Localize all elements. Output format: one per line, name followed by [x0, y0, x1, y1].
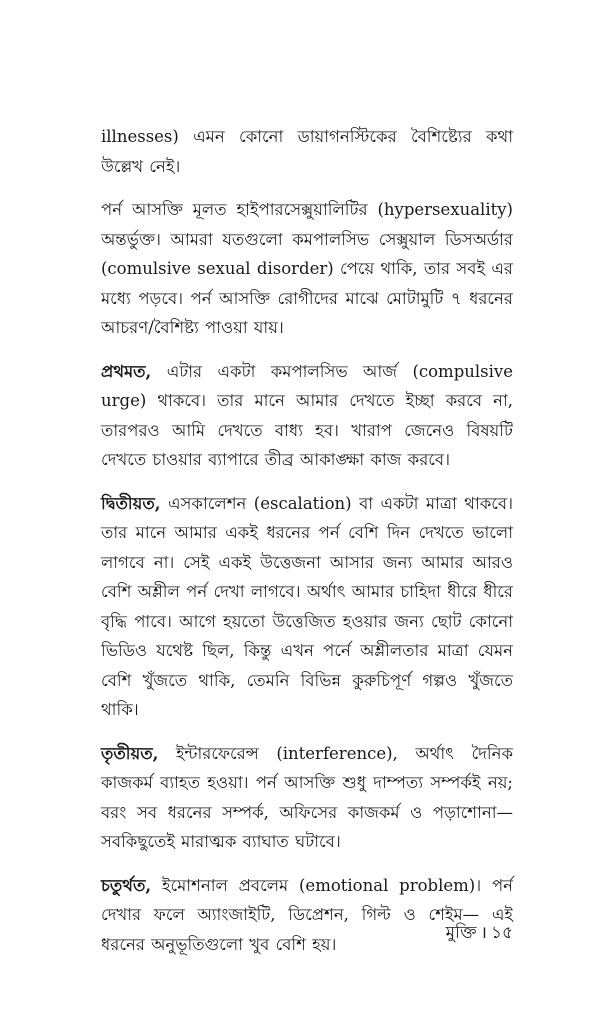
paragraph-lead: তৃতীয়ত,	[101, 743, 159, 763]
paragraph-text: illnesses) এমন কোনো ডায়াগনস্টিকের বৈশিষ্ট্যের কথা উল্লেখ নেই।	[101, 127, 513, 176]
book-title: মুক্তি	[445, 923, 477, 943]
paragraph-6	[101, 871, 513, 960]
page-body	[101, 122, 513, 973]
paragraph-text: ইমোশনাল প্রবলেম (emotional problem)। পর্ন দেখার ফলে অ্যাংজাইটি, ডিপ্রেশন, গিল্ট ও শেইম— এই ধরনের অনুভূতিগুলো খুব বেশি হয়।	[101, 875, 513, 954]
paragraph-lead: চতুর্থত,	[101, 875, 152, 895]
paragraph-2	[101, 195, 513, 343]
footer-separator: ।	[480, 923, 487, 943]
paragraph-1	[101, 122, 513, 181]
paragraph-lead: প্রথমত,	[101, 361, 152, 381]
paragraph-4	[101, 489, 513, 725]
paragraph-text: পর্ন আসক্তি মূলত হাইপারসেক্সুয়ালিটির (hypersexuality) অন্তর্ভুক্ত। আমরা যতগুলো কমপালসিভ সেক্সুয়াল ডিসঅর্ডার (comulsive sexual disorder) পেয়ে থাকি, তার সবই এর মধ্যে পড়বে। পর্ন আসক্তি রোগীদের মাঝে মোটামুটি ৭ ধরনের আচরণ/বৈশিষ্ট্য পাওয়া যায়।	[101, 200, 513, 337]
paragraph-text: এসকালেশন (escalation) বা একটা মাত্রা থাকবে। তার মানে আমার একই ধরনের পর্ন বেশি দিন দেখতে ভালো লাগবে না। সেই একই উত্তেজনা আসার জন্য আমার আরও বেশি অশ্লীল পর্ন দেখা লাগবে। অর্থাৎ আমার চাহিদা ধীরে ধীরে বৃদ্ধি পাবে। আগে হয়তো উত্তেজিত হওয়ার জন্য ছোট কোনো ভিডিও যথেষ্ট ছিল, কিন্তু এখন পর্নে অশ্লীলতার মাত্রা যেমন বেশি খুঁজতে থাকি, তেমনি বিভিন্ন কুরুচিপূর্ণ গল্পও খুঁজতে থাকি।	[101, 493, 513, 719]
paragraph-3	[101, 357, 513, 475]
page-number: ১৫	[490, 923, 513, 943]
page-footer	[446, 921, 513, 945]
paragraph-text: ইন্টারফেরেন্স (interference), অর্থাৎ দৈনিক কাজকর্ম ব্যাহত হওয়া। পর্ন আসক্তি শুধু দাম্পত্য সম্পর্কই নয়; বরং সব ধরনের সম্পর্ক, অফিসের কাজকর্ম ও পড়াশোনা— সবকিছুতেই মারাত্মক ব্যাঘাত ঘটাবে।	[101, 743, 513, 851]
paragraph-lead: দ্বিতীয়ত,	[101, 493, 161, 513]
paragraph-text: এটার একটা কমপালসিভ আর্জ (compulsive urge) থাকবে। তার মানে আমার দেখতে ইচ্ছা করবে না, তারপরও আমি দেখতে বাধ্য হব। খারাপ জেনেও বিষয়টি দেখতে চাওয়ার ব্যাপারে তীব্র আকাঙ্ক্ষা কাজ করবে।	[101, 361, 513, 469]
paragraph-5	[101, 739, 513, 857]
